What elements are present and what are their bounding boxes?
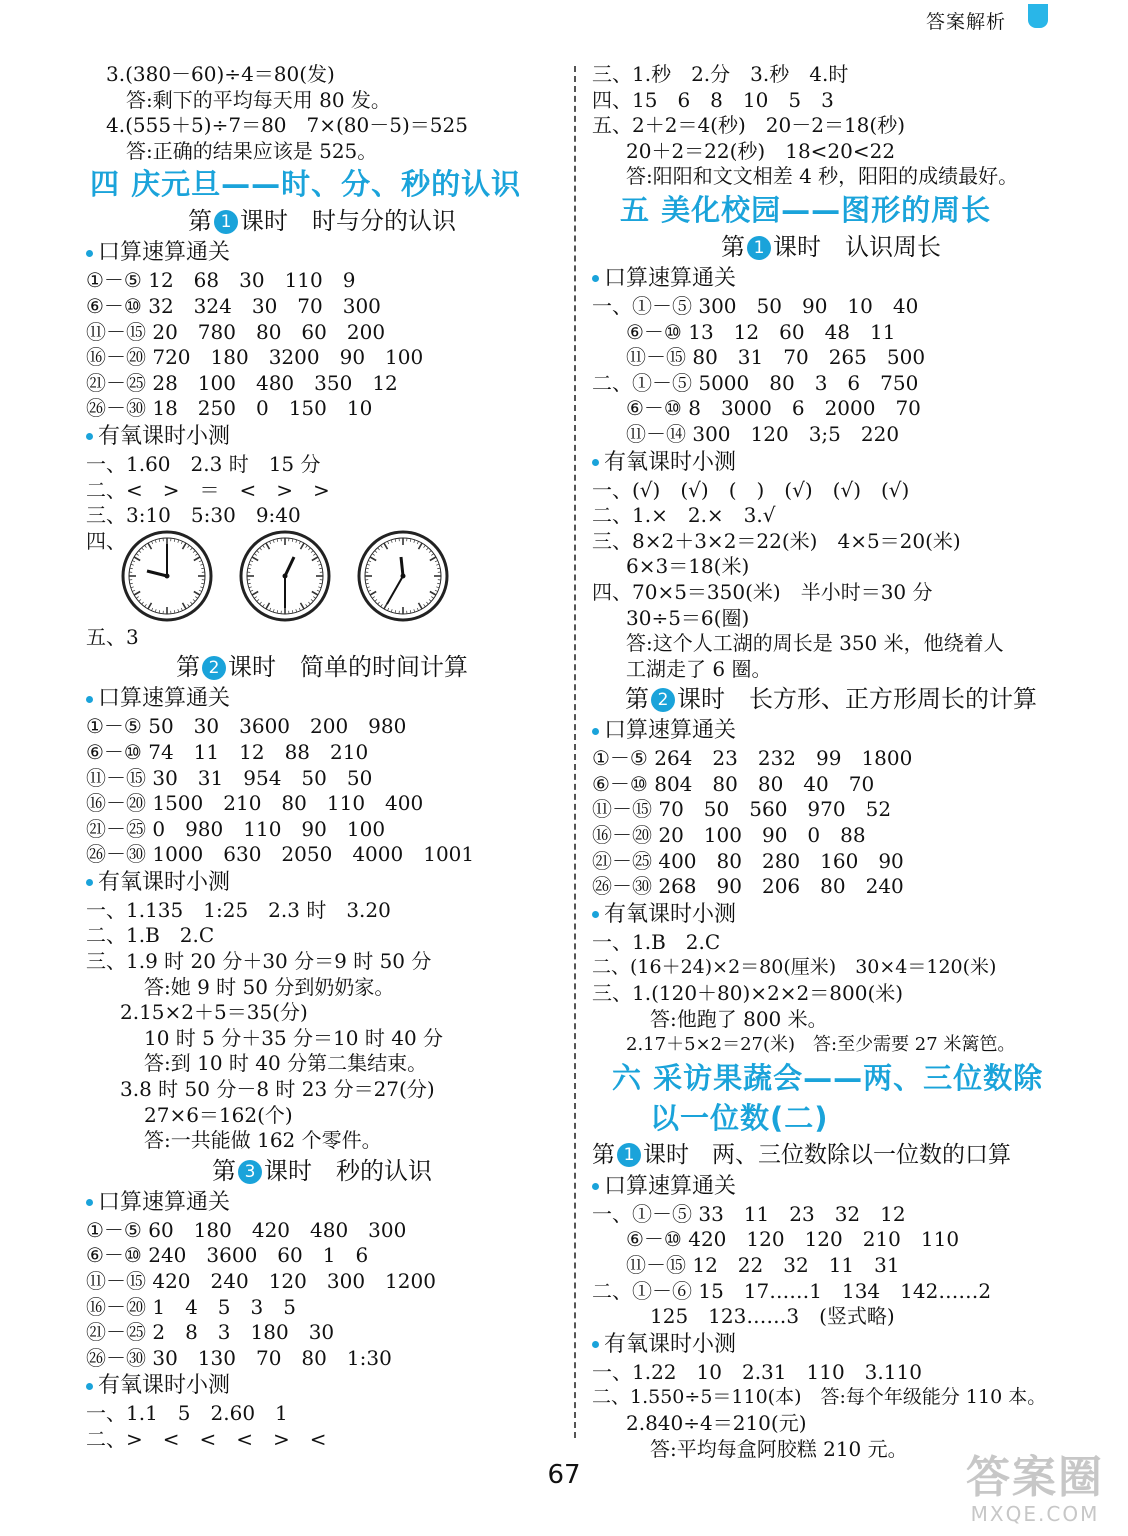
- mental-math-list: [592, 294, 1070, 448]
- clock-minute-tick: [317, 560, 320, 561]
- page-header: [926, 0, 1048, 40]
- answer-line: ⑯－⑳ 20 100 90 0 88: [592, 823, 866, 848]
- clock-hour-tick: [384, 543, 388, 549]
- section-heading: 有氧课时小测: [86, 868, 558, 898]
- clock-minute-tick: [296, 540, 297, 543]
- clock-minute-tick: [435, 590, 438, 591]
- clock-minute-tick: [260, 602, 262, 604]
- clock-minute-tick: [155, 609, 156, 612]
- clock-hour-tick: [419, 603, 423, 609]
- answer-line: ①－⑤ 264 23 232 99 1800: [592, 746, 913, 771]
- answer-line: 二、①－⑤ 5000 80 3 6 750: [592, 370, 919, 395]
- section-heading: 有氧课时小测: [592, 1330, 1070, 1360]
- clock-minute-tick: [414, 609, 415, 612]
- answer-line: 二、> < < < > <: [86, 1426, 327, 1451]
- unit-title-6: 六 采访果蔬会——两、三位数除: [612, 1060, 1044, 1095]
- answer-line: ㉑－㉕ 28 100 480 350 12: [86, 370, 398, 395]
- quiz-list: [86, 1401, 558, 1452]
- answer-line: 答:一共能做 162 个零件。: [144, 1128, 382, 1153]
- answer-line: 2.840÷4＝210(元): [626, 1410, 807, 1435]
- clock-minute-tick: [372, 553, 374, 555]
- clock-hour-tick: [312, 557, 318, 561]
- clock-minute-tick: [395, 610, 396, 613]
- clock-minute-tick: [277, 539, 278, 542]
- clock-minute-tick: [388, 608, 389, 611]
- clock-minute-tick: [181, 541, 182, 544]
- clock-hour-tick: [183, 543, 187, 549]
- clock-icon: [238, 529, 332, 623]
- answer-line: 二、1.550÷5＝110(本) 答:每个年级能分 110 本。: [592, 1386, 1047, 1409]
- section-heading: 有氧课时小测: [592, 900, 1070, 930]
- clock-minute-tick: [190, 547, 192, 549]
- clock-hour-tick: [301, 603, 305, 609]
- clock-minute-tick: [367, 564, 370, 565]
- answer-line: ⑥－⑩ 240 3600 60 1 6: [86, 1243, 369, 1268]
- answer-line: 2.15×2＋5＝35(分): [120, 1000, 308, 1025]
- bullet-icon: [86, 433, 93, 440]
- section-heading: 口算速算通关: [86, 1188, 558, 1218]
- clock-minute-tick: [414, 540, 415, 543]
- answer-line: 一、1.135 1:25 2.3 时 3.20: [86, 897, 391, 922]
- bullet-icon: [592, 1341, 599, 1348]
- section-heading: 口算速算通关: [86, 684, 558, 714]
- clock-minute-tick: [263, 604, 265, 606]
- answer-line: 答:平均每盒阿胶糕 210 元。: [650, 1436, 908, 1461]
- answer-line: ①－⑤ 60 180 420 480 300: [86, 1217, 407, 1242]
- answer-line: 二、(16＋24)×2＝80(厘米) 30×4＝120(米): [592, 956, 997, 979]
- clock-minute-tick: [174, 610, 175, 613]
- right-top-answers: [592, 62, 1070, 190]
- answer-line: 工湖走了 6 圈。: [626, 656, 772, 681]
- answer-line: 答:阳阳和文文相差 4 秒，阳阳的成绩最好。: [626, 164, 1019, 189]
- clock-hour-tick: [430, 591, 436, 595]
- answer-line: 三、1.秒 2.分 3.秒 4.时: [592, 62, 849, 86]
- answer-line: 二、①－⑥ 15 17……1 134 142……2: [592, 1278, 992, 1303]
- lesson-number-badge: 3: [238, 1160, 262, 1184]
- answer-line: 五、3: [86, 624, 139, 649]
- clock-minute-tick: [311, 599, 313, 601]
- right-column: [592, 62, 1070, 1462]
- answer-line: 三、3:10 5:30 9:40: [86, 503, 301, 528]
- clock-minute-tick: [254, 596, 256, 598]
- answer-line: ⑥－⑩ 13 12 60 48 11: [626, 319, 896, 344]
- clock-minute-tick: [155, 540, 156, 543]
- clock-minute-tick: [375, 599, 377, 601]
- clock-minute-tick: [417, 541, 418, 544]
- left-column: [86, 62, 558, 1453]
- clock-minute-tick: [436, 564, 439, 565]
- header-tab-marker: [1028, 4, 1048, 28]
- answer-line: 答:到 10 时 40 分第二集结束。: [144, 1051, 428, 1076]
- clock-minute-tick: [195, 553, 197, 555]
- clock-minute-tick: [190, 602, 192, 604]
- lesson-number-badge: 1: [214, 210, 238, 234]
- answer-line: ㉑－㉕ 400 80 280 160 90: [592, 848, 904, 873]
- clock-minute-tick: [250, 590, 253, 591]
- clock-minute-tick: [424, 604, 426, 606]
- clock-minute-tick: [249, 564, 252, 565]
- clock-minute-tick: [152, 541, 153, 544]
- clock-hour-tick: [148, 543, 152, 549]
- answer-line: 一、1.22 10 2.31 110 3.110: [592, 1359, 922, 1384]
- clock-minute-tick: [368, 590, 371, 591]
- unit-title-5: 五 美化校园——图形的周长: [620, 192, 992, 227]
- clock-minute-tick: [299, 541, 300, 544]
- clock-hour-tick: [419, 543, 423, 549]
- clock-minute-tick: [136, 596, 138, 598]
- answer-line: 3.(380－60)÷4＝80(发): [106, 62, 335, 86]
- answer-line: ⑪－⑮ 420 240 120 300 1200: [86, 1269, 436, 1293]
- clock-hour-tick: [194, 557, 200, 561]
- clock-minute-tick: [139, 550, 141, 552]
- answer-line: 二、1.B 2.C: [86, 923, 215, 948]
- clock-minute-tick: [254, 553, 256, 555]
- bullet-icon: [86, 1199, 93, 1206]
- clock-minute-tick: [136, 553, 138, 555]
- clock-minute-tick: [299, 608, 300, 611]
- quiz-list: [592, 930, 1070, 1058]
- clock-hour-tick: [266, 603, 270, 609]
- answer-line: 20＋2＝22(秒) 18<20<22: [626, 138, 896, 163]
- left-top-answers: [86, 62, 558, 164]
- clock-minute-tick: [188, 604, 190, 606]
- answer-line: 一、1.60 2.3 时 15 分: [86, 451, 321, 476]
- answer-line: ⑥－⑩ 420 120 120 210 110: [626, 1227, 960, 1252]
- clock-minute-tick: [159, 539, 160, 542]
- answer-line: 一、①－⑤ 300 50 90 10 40: [592, 293, 919, 318]
- clock-minute-tick: [152, 608, 153, 611]
- answer-line: ⑪－⑮ 30 31 954 50 50: [86, 765, 373, 790]
- answer-line: ⑪－⑮ 80 31 70 265 500: [626, 345, 926, 370]
- section-heading: 口算速算通关: [86, 238, 558, 268]
- clock-hour-tick: [134, 557, 140, 561]
- clock-minute-tick: [381, 545, 383, 547]
- clock-hour-tick: [430, 557, 436, 561]
- answer-line: ㉖－㉚ 30 130 70 80 1:30: [86, 1345, 392, 1370]
- clock-minute-tick: [366, 583, 369, 584]
- clock-hour-tick: [252, 591, 258, 595]
- bullet-icon: [592, 1183, 599, 1190]
- clock-minute-tick: [131, 564, 134, 565]
- bullet-icon: [592, 459, 599, 466]
- answer-line: 27×6＝162(个): [144, 1102, 293, 1127]
- answer-line: ⑯－⑳ 1500 210 80 110 400: [86, 791, 424, 816]
- clock-minute-tick: [200, 564, 203, 565]
- clock-minute-tick: [273, 609, 274, 612]
- section-heading: 口算速算通关: [592, 716, 1070, 746]
- section-heading: 口算速算通关: [592, 264, 1070, 294]
- clock-minute-tick: [292, 610, 293, 613]
- answer-line: ⑯－⑳ 720 180 3200 90 100: [86, 345, 424, 370]
- answer-line: 一、1.1 5 2.60 1: [86, 1401, 288, 1426]
- answer-line: ①－⑤ 12 68 30 110 9: [86, 268, 356, 293]
- clock-minute-tick: [193, 550, 195, 552]
- clock-minute-tick: [429, 550, 431, 552]
- clock-minute-tick: [201, 568, 204, 569]
- page-number: 67: [547, 1460, 581, 1490]
- answer-line: ㉖－㉚ 1000 630 2050 4000 1001: [86, 842, 475, 867]
- answer-line: ⑪－⑮ 20 780 80 60 200: [86, 319, 386, 344]
- clock-minute-tick: [381, 604, 383, 606]
- clock-minute-tick: [436, 587, 439, 588]
- answer-line: ⑪－⑭ 300 120 3;5 220: [626, 421, 900, 446]
- answer-line: 三、1.9 时 20 分＋30 分＝9 时 50 分: [86, 949, 432, 974]
- answer-line: ⑥－⑩ 804 80 80 40 70: [592, 771, 875, 796]
- clock-minute-tick: [270, 608, 271, 611]
- clock-minute-tick: [132, 560, 135, 561]
- clock-minute-tick: [388, 541, 389, 544]
- lesson-number-badge: 1: [617, 1143, 641, 1167]
- clock-answers: [86, 529, 558, 625]
- lesson-number-badge: 1: [747, 236, 771, 260]
- quiz-list: [86, 898, 558, 1154]
- clock-minute-tick: [426, 602, 428, 604]
- answer-line: 四、: [86, 528, 126, 553]
- answer-line: 10 时 5 分＋35 分＝10 时 40 分: [144, 1025, 444, 1050]
- section-heading: 有氧课时小测: [592, 448, 1070, 478]
- answer-line: 2.17＋5×2＝27(米) 答:至少需要 27 米篱笆。: [626, 1034, 1016, 1056]
- clock-minute-tick: [417, 608, 418, 611]
- clock-minute-tick: [375, 550, 377, 552]
- clock-minute-tick: [277, 610, 278, 613]
- clock-minute-tick: [201, 583, 204, 584]
- section-heading: 口算速算通关: [592, 1172, 1070, 1202]
- clock-minute-tick: [313, 553, 315, 555]
- clock-minute-tick: [391, 609, 392, 612]
- clock-minute-tick: [368, 560, 371, 561]
- clock-minute-tick: [199, 590, 202, 591]
- clock-minute-tick: [318, 564, 321, 565]
- quiz-list: [86, 452, 558, 529]
- answer-line: 三、1.(120＋80)×2×2＝800(米): [592, 981, 904, 1006]
- clock-hour-tick: [266, 543, 270, 549]
- clock-minute-tick: [199, 560, 202, 561]
- clock-minute-tick: [437, 583, 440, 584]
- clock-minute-tick: [306, 545, 308, 547]
- clock-minute-tick: [249, 587, 252, 588]
- clock-hour-tick: [370, 591, 376, 595]
- clock-minute-tick: [142, 602, 144, 604]
- clock-minute-tick: [145, 545, 147, 547]
- clock-minute-tick: [257, 599, 259, 601]
- lesson-number-badge: 2: [651, 688, 675, 712]
- clock-minute-tick: [248, 568, 251, 569]
- clock-minute-tick: [318, 587, 321, 588]
- answer-line: ㉑－㉕ 2 8 3 180 30: [86, 1320, 335, 1345]
- clock-minute-tick: [366, 568, 369, 569]
- lesson-title: 第 1 课时 两、三位数除以一位数的口算: [592, 1141, 1011, 1168]
- clock-hour-tick: [194, 591, 200, 595]
- bullet-icon: [86, 696, 93, 703]
- watermark-logo-text: 答案圈: [966, 1452, 1104, 1503]
- answer-line: ⑥－⑩ 8 3000 6 2000 70: [626, 396, 921, 421]
- clock-hour-tick: [301, 543, 305, 549]
- clock-minute-tick: [142, 547, 144, 549]
- mental-math-list: [86, 268, 558, 422]
- bullet-icon: [86, 1383, 93, 1390]
- answer-line: 三、8×2＋3×2＝22(米) 4×5＝20(米): [592, 528, 961, 553]
- answer-line: 答:剩下的平均每天用 80 发。: [126, 87, 391, 112]
- clock-minute-tick: [200, 587, 203, 588]
- clock-minute-tick: [395, 539, 396, 542]
- answer-line: 二、< > ＝ < > >: [86, 477, 330, 502]
- quiz-list: [592, 478, 1070, 683]
- answer-line: ⑪－⑮ 70 50 560 970 52: [592, 797, 892, 822]
- clock-minute-tick: [159, 610, 160, 613]
- answer-line: 答:这个人工湖的周长是 350 米，他绕着人: [626, 631, 1004, 656]
- clock-minute-tick: [178, 540, 179, 543]
- clock-minute-tick: [139, 599, 141, 601]
- clock-minute-tick: [435, 560, 438, 561]
- answer-line: ㉖－㉚ 268 90 206 80 240: [592, 874, 904, 899]
- answer-line: ①－⑤ 50 30 3600 200 980: [86, 714, 407, 739]
- answer-line: 一、①－⑤ 33 11 23 32 12: [592, 1201, 906, 1226]
- clock-minute-tick: [426, 547, 428, 549]
- lesson-title: 第 2 课时 简单的时间计算: [176, 653, 468, 682]
- unit-title-4: 四 庆元旦——时、分、秒的认识: [90, 167, 522, 202]
- column-divider: [574, 66, 576, 1438]
- answer-line: ⑯－⑳ 1 4 5 3 5: [86, 1294, 296, 1319]
- clock-minute-tick: [319, 583, 322, 584]
- answer-line: ⑥－⑩ 74 11 12 88 210: [86, 739, 369, 764]
- answer-line: ㉖－㉚ 18 250 0 150 10: [86, 396, 373, 421]
- clock-minute-tick: [308, 602, 310, 604]
- clock-minute-tick: [313, 596, 315, 598]
- clock-hour-tick: [370, 557, 376, 561]
- clock-minute-tick: [248, 583, 251, 584]
- clock-minute-tick: [311, 550, 313, 552]
- clock-minute-tick: [431, 596, 433, 598]
- answer-line: 答:正确的结果应该是 525。: [126, 138, 378, 163]
- bullet-icon: [592, 911, 599, 918]
- clock-minute-tick: [130, 568, 133, 569]
- clock-minute-tick: [372, 596, 374, 598]
- quiz-list: [592, 1360, 1070, 1462]
- section-heading: 有氧课时小测: [86, 422, 558, 452]
- clock-minute-tick: [319, 568, 322, 569]
- bullet-icon: [592, 728, 599, 735]
- clock-minute-tick: [131, 587, 134, 588]
- bullet-icon: [86, 250, 93, 257]
- clock-minute-tick: [257, 550, 259, 552]
- clock-minute-tick: [378, 547, 380, 549]
- clock-minute-tick: [306, 604, 308, 606]
- clock-minute-tick: [260, 547, 262, 549]
- answer-line: 五、2＋2＝4(秒) 20－2＝18(秒): [592, 113, 906, 138]
- answer-line: 答:她 9 时 50 分到奶奶家。: [144, 974, 395, 999]
- answer-line: 答:他跑了 800 米。: [650, 1006, 828, 1031]
- lesson-title: 第 2 课时 长方形、正方形周长的计算: [625, 685, 1037, 714]
- answer-line: 四、15 6 8 10 5 3: [592, 87, 834, 112]
- answer-line: ⑥－⑩ 32 324 30 70 300: [86, 293, 381, 318]
- watermark: [966, 1454, 1104, 1526]
- clock-minute-tick: [270, 541, 271, 544]
- bullet-icon: [86, 879, 93, 886]
- watermark-url: MXQE.COM: [970, 1502, 1100, 1526]
- clock-minute-tick: [424, 545, 426, 547]
- answer-line: 一、(√) (√) ( ) (√) (√) (√): [592, 477, 910, 502]
- answer-line: 一、1.B 2.C: [592, 929, 721, 954]
- clock-hour-tick: [148, 603, 152, 609]
- answer-line: 125 123……3 (竖式略): [650, 1304, 895, 1329]
- clock-minute-tick: [174, 539, 175, 542]
- unit-title-6-cont: 以一位数(二): [650, 1100, 829, 1135]
- answer-line: 4.(555＋5)÷7＝80 7×(80－5)＝525: [106, 113, 468, 138]
- clock-minute-tick: [296, 609, 297, 612]
- lesson-number-badge: 2: [202, 656, 226, 680]
- clock-minute-tick: [410, 610, 411, 613]
- clock-minute-tick: [193, 599, 195, 601]
- clock-minute-tick: [437, 568, 440, 569]
- clock-minute-tick: [367, 587, 370, 588]
- clock-minute-tick: [132, 590, 135, 591]
- mental-math-list: [86, 1218, 558, 1372]
- clock-minute-tick: [317, 590, 320, 591]
- clock-minute-tick: [250, 560, 253, 561]
- answer-line: 四、70×5＝350(米) 半小时＝30 分: [592, 579, 933, 604]
- mental-math-list: [592, 746, 1070, 900]
- mental-math-list: [592, 1202, 1070, 1330]
- clock-minute-tick: [188, 545, 190, 547]
- clock-minute-tick: [429, 599, 431, 601]
- clock-minute-tick: [130, 583, 133, 584]
- section-heading: 有氧课时小测: [86, 1371, 558, 1401]
- clock-minute-tick: [308, 547, 310, 549]
- clock-minute-tick: [195, 596, 197, 598]
- clock-minute-tick: [378, 602, 380, 604]
- bullet-icon: [592, 275, 599, 282]
- clock-minute-tick: [292, 539, 293, 542]
- clock-hour-tick: [252, 557, 258, 561]
- answer-line: ⑪－⑮ 12 22 32 11 31: [626, 1253, 900, 1277]
- clock-minute-tick: [181, 608, 182, 611]
- lesson-title: 第 1 课时 认识周长: [721, 232, 941, 261]
- clock-hour-tick: [183, 603, 187, 609]
- clock-minute-tick: [410, 539, 411, 542]
- answer-line: 二、1.× 2.× 3.√: [592, 503, 776, 528]
- lesson-title: 第 3 课时 秒的认识: [212, 1156, 432, 1185]
- clock-minute-tick: [273, 540, 274, 543]
- clock-icon: [120, 529, 214, 623]
- answer-line: 3.8 时 50 分－8 时 23 分＝27(分): [120, 1077, 435, 1102]
- answer-line: ㉑－㉕ 0 980 110 90 100: [86, 816, 386, 841]
- mental-math-list: [86, 714, 558, 868]
- clock-minute-tick: [178, 609, 179, 612]
- clock-minute-tick: [263, 545, 265, 547]
- answer-line: 30÷5＝6(圈): [626, 605, 750, 630]
- clock-hour-tick: [312, 591, 318, 595]
- clock-icon: [356, 529, 450, 623]
- clock-minute-tick: [431, 553, 433, 555]
- answer-line: 6×3＝18(米): [626, 554, 750, 579]
- header-title: 答案解析: [925, 10, 1006, 33]
- clock-minute-tick: [391, 540, 392, 543]
- clock-hour-tick: [134, 591, 140, 595]
- lesson-title: 第 1 课时 时与分的认识: [188, 207, 456, 236]
- clock-minute-tick: [145, 604, 147, 606]
